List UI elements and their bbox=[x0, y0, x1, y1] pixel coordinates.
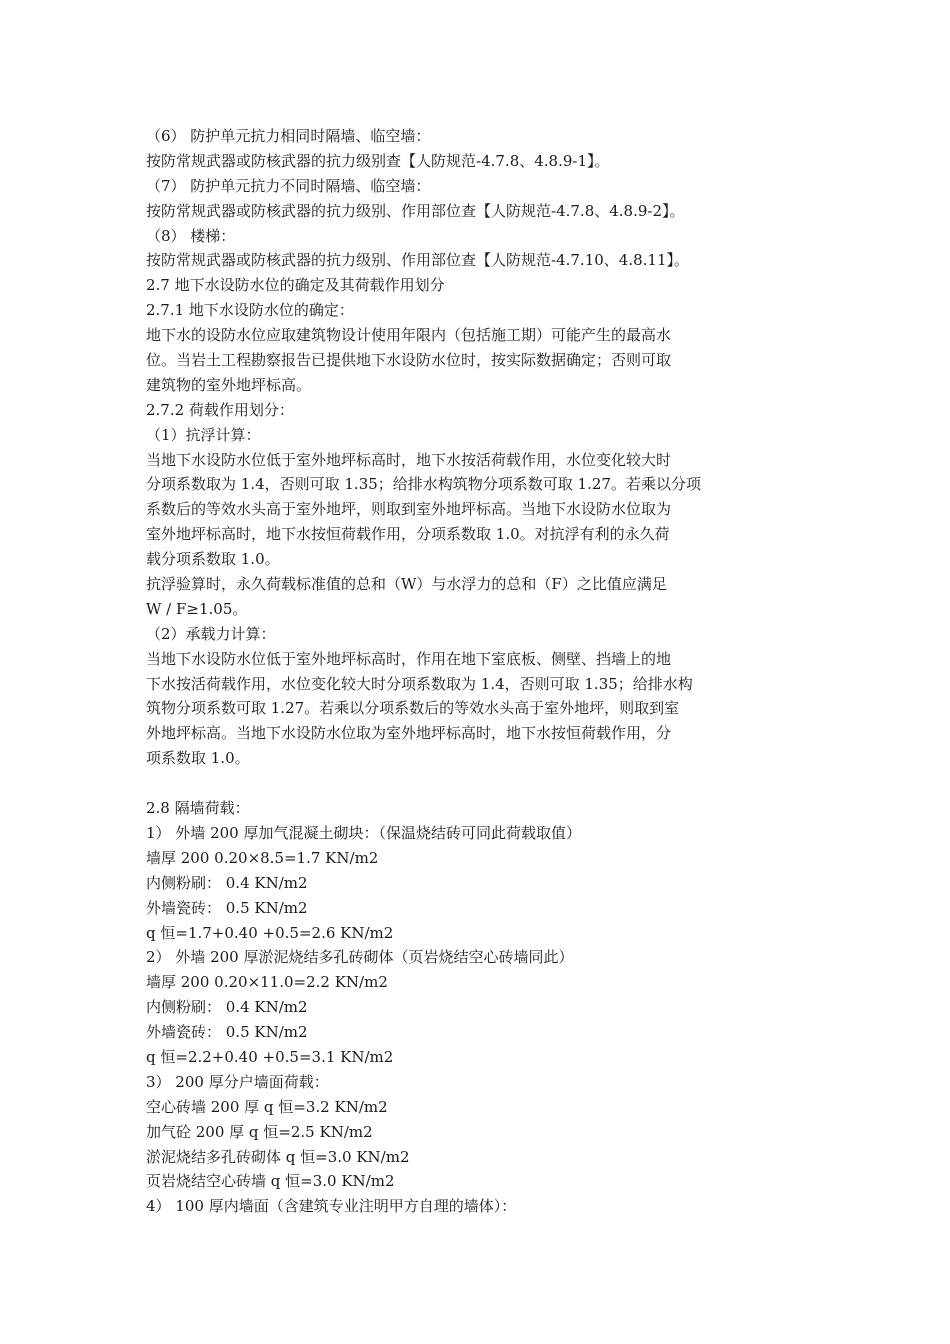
paragraph-line: 位。当岩土工程勘察报告已提供地下水设防水位时，按实际数据确定；否则可取 bbox=[146, 351, 672, 370]
paragraph-line: 按防常规武器或防核武器的抗力级别、作用部位查【人防规范-4.7.10、4.8.11】。 bbox=[146, 251, 689, 270]
formula-line: W / F≥1.05。 bbox=[146, 599, 248, 618]
paragraph-line: 当地下水设防水位低于室外地坪标高时，地下水按活荷载作用，水位变化较大时 bbox=[146, 450, 672, 469]
load-value-line: 页岩烧结空心砖墙 q 恒=3.0 KN/m2 bbox=[146, 1172, 395, 1191]
paragraph-line: 按防常规武器或防核武器的抗力级别、作用部位查【人防规范-4.7.8、4.8.9-2】。 bbox=[146, 201, 685, 220]
paragraph-line: 建筑物的室外地坪标高。 bbox=[146, 375, 312, 394]
paragraph-line: 筑物分项系数可取 1.27。若乘以分项系数后的等效水头高于室外地坪，则取到室 bbox=[146, 699, 680, 718]
load-calculation-line: 外墙瓷砖： 0.5 KN/m2 bbox=[146, 1023, 308, 1042]
list-item-heading: （2）承载力计算： bbox=[146, 624, 276, 643]
load-value-line: 淤泥烧结多孔砖砌体 q 恒=3.0 KN/m2 bbox=[146, 1147, 410, 1166]
list-item-heading: 1） 外墙 200 厚加气混凝土砌块：（保温烧结砖可同此荷载取值） bbox=[146, 823, 581, 842]
paragraph-line: 项系数取 1.0。 bbox=[146, 749, 250, 768]
load-value-line: 加气砼 200 厚 q 恒=2.5 KN/m2 bbox=[146, 1122, 373, 1141]
blank-line bbox=[146, 771, 786, 796]
paragraph-line: 外地坪标高。当地下水设防水位取为室外地坪标高时，地下水按恒荷载作用，分 bbox=[146, 724, 672, 743]
subsection-heading: 2.7.1 地下水设防水位的确定： bbox=[146, 301, 354, 320]
subsection-heading: 2.7.2 荷载作用划分： bbox=[146, 400, 294, 419]
load-value-line: 空心砖墙 200 厚 q 恒=3.2 KN/m2 bbox=[146, 1097, 388, 1116]
load-calculation-line: 外墙瓷砖： 0.5 KN/m2 bbox=[146, 898, 308, 917]
list-item-heading: 3） 200 厚分户墙面荷载： bbox=[146, 1072, 329, 1091]
list-item-heading: （1）抗浮计算： bbox=[146, 425, 261, 444]
paragraph-line: 系数后的等效水头高于室外地坪，则取到室外地坪标高。当地下水设防水位取为 bbox=[146, 500, 672, 519]
paragraph-line: 下水按活荷载作用，水位变化较大时分项系数取为 1.4，否则可取 1.35；给排水构 bbox=[146, 674, 693, 693]
load-calculation-line: 内侧粉刷： 0.4 KN/m2 bbox=[146, 998, 308, 1017]
section-heading: 2.8 隔墙荷载： bbox=[146, 799, 250, 818]
list-item-heading: 4） 100 厚内墙面（含建筑专业注明甲方自理的墙体）： bbox=[146, 1197, 517, 1216]
paragraph-line: 分项系数取为 1.4，否则可取 1.35；给排水构筑物分项系数可取 1.27。若乘以分项 bbox=[146, 475, 701, 494]
paragraph-line: 载分项系数取 1.0。 bbox=[146, 550, 280, 569]
load-total-line: q 恒=2.2+0.40 +0.5=3.1 KN/m2 bbox=[146, 1047, 394, 1066]
section-heading: 2.7 地下水设防水位的确定及其荷载作用划分 bbox=[146, 276, 445, 295]
list-item-heading: 2） 外墙 200 厚淤泥烧结多孔砖砌体（页岩烧结空心砖墙同此） bbox=[146, 948, 574, 967]
paragraph-line: 抗浮验算时，永久荷载标准值的总和（W）与水浮力的总和（F）之比值应满足 bbox=[146, 575, 667, 594]
load-calculation-line: 内侧粉刷： 0.4 KN/m2 bbox=[146, 873, 308, 892]
paragraph-line: 地下水的设防水位应取建筑物设计使用年限内（包括施工期）可能产生的最高水 bbox=[146, 326, 672, 345]
document-body bbox=[146, 124, 786, 1219]
paragraph-line: 室外地坪标高时，地下水按恒荷载作用，分项系数取 1.0。对抗浮有利的永久荷 bbox=[146, 525, 670, 544]
load-calculation-line: 墙厚 200 0.20×11.0=2.2 KN/m2 bbox=[146, 973, 388, 992]
list-item-heading: （6） 防护单元抗力相同时隔墙、临空墙： bbox=[146, 127, 431, 145]
load-total-line: q 恒=1.7+0.40 +0.5=2.6 KN/m2 bbox=[146, 923, 394, 942]
list-item-heading: （7） 防护单元抗力不同时隔墙、临空墙： bbox=[146, 176, 431, 195]
paragraph-line: 按防常规武器或防核武器的抗力级别查【人防规范-4.7.8、4.8.9-1】。 bbox=[146, 151, 610, 170]
list-item-heading: （8） 楼梯： bbox=[146, 226, 236, 245]
load-calculation-line: 墙厚 200 0.20×8.5=1.7 KN/m2 bbox=[146, 848, 379, 867]
paragraph-line: 当地下水设防水位低于室外地坪标高时，作用在地下室底板、侧壁、挡墙上的地 bbox=[146, 649, 672, 668]
